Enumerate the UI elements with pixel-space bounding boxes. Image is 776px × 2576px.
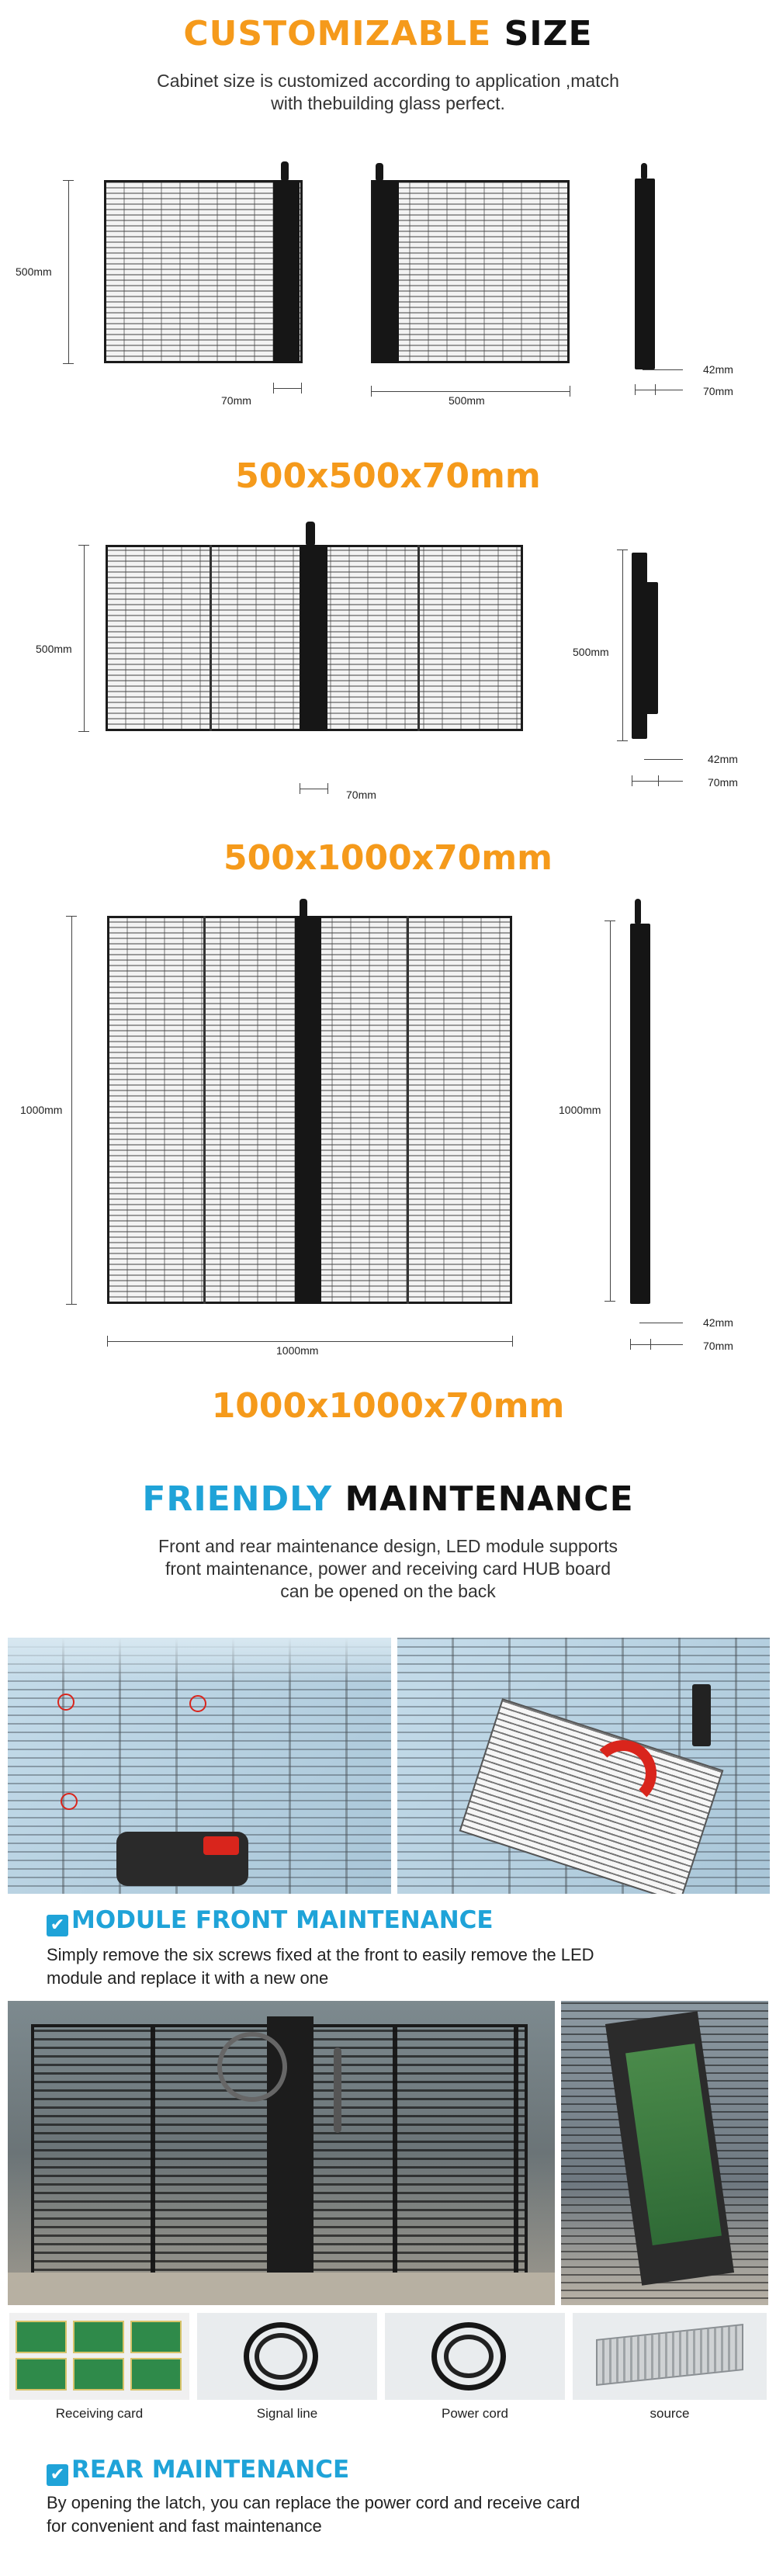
screw-marker: [57, 1694, 74, 1711]
front-maintenance-photo: [8, 1638, 391, 1894]
accessory-power-source: [573, 2313, 767, 2400]
cabinet-rear-spine: [372, 180, 399, 363]
screw-marker: [61, 1793, 78, 1810]
text-line: for convenient and fast maintenance: [47, 2516, 322, 2536]
description-line: Cabinet size is customized according to application ,match: [157, 71, 619, 91]
text-line: module and replace it with a new one: [47, 1968, 329, 1988]
maintenance-title: [0, 1479, 776, 1519]
cabinet-spine: [273, 180, 300, 363]
accessory-label: Receiving card: [55, 2406, 144, 2421]
cable-loop: [217, 2032, 287, 2102]
cabinet-spine: [295, 916, 321, 1304]
cabinet-side-profile: [630, 924, 650, 1304]
title-main: SIZE: [504, 14, 593, 54]
accessory-power-cord: [385, 2313, 565, 2400]
description-line: front maintenance, power and receiving card HUB board: [165, 1558, 611, 1579]
side-depth-70: 70mm: [708, 776, 738, 789]
accessory-label: Signal line: [256, 2406, 318, 2421]
title-highlight: FRIENDLY: [142, 1479, 333, 1519]
size1-caption: 500x500x70mm: [235, 456, 541, 496]
description-line: Front and rear maintenance design, LED module supports: [158, 1536, 618, 1556]
size3-caption: 1000x1000x70mm: [211, 1386, 565, 1426]
text-line: Simply remove the six screws fixed at the front to easily remove the LED: [47, 1945, 594, 1964]
accessory-label: Power cord: [442, 2406, 508, 2421]
customizable-size-title: [0, 14, 776, 54]
maintenance-description: [0, 1535, 776, 1603]
side-height-label: 500mm: [573, 646, 609, 658]
front-maintenance-text: [47, 1943, 745, 1990]
size1-diagram: [0, 155, 776, 466]
accessory-label: source: [650, 2406, 690, 2421]
cabinet-rear-photo: [8, 2001, 555, 2305]
customizable-description: [0, 70, 776, 115]
width-label: 500mm: [449, 394, 485, 407]
cabinet-side-profile: [635, 179, 655, 369]
side-depth-42: 42mm: [703, 363, 733, 376]
height-label: 500mm: [16, 265, 52, 278]
side-depth-70: 70mm: [703, 385, 733, 397]
floor: [8, 2273, 555, 2305]
led-module: [459, 1698, 724, 1894]
accessory-receiving-card: [9, 2313, 189, 2400]
depth-label: 70mm: [346, 789, 376, 801]
power-box-photo: [561, 2001, 768, 2305]
size2-diagram: [0, 512, 776, 823]
cabinet-latch: [692, 1684, 711, 1746]
text-line: By opening the latch, you can replace the power cord and receive card: [47, 2493, 580, 2512]
front-maintenance-heading: [47, 1906, 494, 1936]
title-main: MAINTENANCE: [345, 1479, 634, 1519]
accessory-signal-line: [197, 2313, 377, 2400]
side-depth-70: 70mm: [703, 1340, 733, 1352]
side-height-label: 1000mm: [559, 1104, 601, 1116]
side-depth-42: 42mm: [703, 1316, 733, 1329]
check-icon: ✔: [47, 1915, 68, 1936]
signal-cable: [334, 2047, 341, 2133]
depth-label: 70mm: [221, 394, 251, 407]
heading-text: MODULE FRONT MAINTENANCE: [71, 1906, 494, 1934]
height-label: 500mm: [36, 643, 72, 655]
cabinet-rear-view: [371, 180, 570, 363]
cabinet-connector: [281, 161, 289, 182]
screw-marker: [189, 1695, 206, 1712]
height-label: 1000mm: [20, 1104, 63, 1116]
heading-text: REAR MAINTENANCE: [71, 2456, 350, 2484]
side-module: [641, 582, 658, 714]
module-removal-photo: [397, 1638, 770, 1894]
side-connector: [641, 163, 647, 180]
size2-caption: 500x1000x70mm: [223, 838, 553, 878]
title-highlight: CUSTOMIZABLE: [183, 14, 492, 54]
rear-maintenance-heading: [47, 2456, 349, 2486]
rear-maintenance-text: [47, 2491, 745, 2538]
side-connector: [635, 899, 641, 925]
check-icon: ✔: [47, 2464, 68, 2486]
cabinet-rear-connector: [376, 163, 383, 182]
cabinet-connector: [306, 522, 315, 546]
screwdriver-trigger: [203, 1836, 239, 1855]
description-line: with thebuilding glass perfect.: [271, 93, 505, 113]
rotate-arrow-icon: [590, 1740, 656, 1807]
cabinet-spine: [300, 545, 327, 731]
side-depth-42: 42mm: [708, 753, 738, 765]
width-label: 1000mm: [276, 1344, 319, 1357]
cabinet-connector: [300, 899, 307, 919]
size3-diagram: [0, 893, 776, 1374]
description-line: can be opened on the back: [280, 1581, 496, 1601]
